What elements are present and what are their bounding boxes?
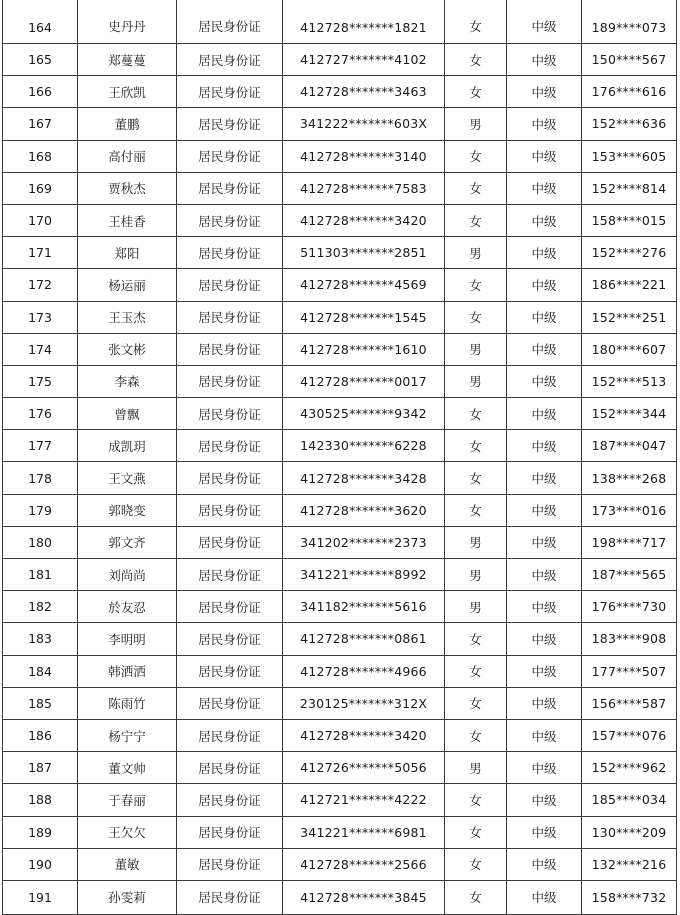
table-row xyxy=(3,784,677,816)
row-number: 182 xyxy=(3,591,78,623)
phone-number: 198****717 xyxy=(582,526,677,558)
document-type: 居民身份证 xyxy=(177,44,283,76)
id-number: 412728*******4966 xyxy=(283,655,445,687)
skill-level: 中级 xyxy=(507,398,582,430)
person-name: 贾秋杰 xyxy=(78,172,177,204)
sex: 男 xyxy=(445,365,507,397)
table-row xyxy=(3,237,677,269)
document-type: 居民身份证 xyxy=(177,591,283,623)
sex: 女 xyxy=(445,880,507,914)
person-name: 於友忍 xyxy=(78,591,177,623)
id-number: 412726*******5056 xyxy=(283,752,445,784)
id-number: 412728*******2566 xyxy=(283,848,445,880)
person-name: 董敏 xyxy=(78,848,177,880)
row-number: 174 xyxy=(3,333,78,365)
id-number: 412728*******1821 xyxy=(283,0,445,44)
skill-level: 中级 xyxy=(507,76,582,108)
phone-number: 187****047 xyxy=(582,430,677,462)
row-number: 168 xyxy=(3,140,78,172)
skill-level: 中级 xyxy=(507,816,582,848)
phone-number: 177****507 xyxy=(582,655,677,687)
table-row xyxy=(3,108,677,140)
document-type: 居民身份证 xyxy=(177,333,283,365)
skill-level: 中级 xyxy=(507,365,582,397)
person-name: 杨运丽 xyxy=(78,269,177,301)
row-number: 191 xyxy=(3,880,78,914)
document-type: 居民身份证 xyxy=(177,398,283,430)
sex: 女 xyxy=(445,398,507,430)
table-row xyxy=(3,365,677,397)
document-type: 居民身份证 xyxy=(177,301,283,333)
id-number: 412728*******3420 xyxy=(283,204,445,236)
document-type: 居民身份证 xyxy=(177,494,283,526)
skill-level: 中级 xyxy=(507,655,582,687)
id-number: 412728*******3463 xyxy=(283,76,445,108)
row-number: 166 xyxy=(3,76,78,108)
sex: 男 xyxy=(445,108,507,140)
phone-number: 173****016 xyxy=(582,494,677,526)
sex: 男 xyxy=(445,526,507,558)
phone-number: 152****513 xyxy=(582,365,677,397)
table-row xyxy=(3,269,677,301)
phone-number: 180****607 xyxy=(582,333,677,365)
skill-level: 中级 xyxy=(507,140,582,172)
person-name: 董鹏 xyxy=(78,108,177,140)
table-row xyxy=(3,559,677,591)
document-type: 居民身份证 xyxy=(177,76,283,108)
id-number: 412728*******0861 xyxy=(283,623,445,655)
phone-number: 185****034 xyxy=(582,784,677,816)
sex: 女 xyxy=(445,204,507,236)
id-number: 412728*******3428 xyxy=(283,462,445,494)
row-number: 189 xyxy=(3,816,78,848)
phone-number: 189****073 xyxy=(582,0,677,44)
phone-number: 158****732 xyxy=(582,880,677,914)
table-row xyxy=(3,623,677,655)
phone-number: 152****251 xyxy=(582,301,677,333)
phone-number: 152****636 xyxy=(582,108,677,140)
table-row xyxy=(3,655,677,687)
row-number: 187 xyxy=(3,752,78,784)
skill-level: 中级 xyxy=(507,752,582,784)
row-number: 176 xyxy=(3,398,78,430)
table-row xyxy=(3,172,677,204)
row-number: 178 xyxy=(3,462,78,494)
document-type: 居民身份证 xyxy=(177,0,283,44)
document-type: 居民身份证 xyxy=(177,172,283,204)
id-number: 412728*******3140 xyxy=(283,140,445,172)
skill-level: 中级 xyxy=(507,494,582,526)
document-type: 居民身份证 xyxy=(177,462,283,494)
document-type: 居民身份证 xyxy=(177,526,283,558)
phone-number: 138****268 xyxy=(582,462,677,494)
table-row xyxy=(3,591,677,623)
sex: 女 xyxy=(445,655,507,687)
roster-body xyxy=(3,0,677,914)
row-number: 190 xyxy=(3,848,78,880)
table-row xyxy=(3,719,677,751)
skill-level: 中级 xyxy=(507,687,582,719)
skill-level: 中级 xyxy=(507,880,582,914)
person-name: 李明明 xyxy=(78,623,177,655)
id-number: 412728*******3620 xyxy=(283,494,445,526)
phone-number: 153****605 xyxy=(582,140,677,172)
document-type: 居民身份证 xyxy=(177,784,283,816)
phone-number: 187****565 xyxy=(582,559,677,591)
table-row xyxy=(3,44,677,76)
sex: 女 xyxy=(445,462,507,494)
table-row xyxy=(3,494,677,526)
document-type: 居民身份证 xyxy=(177,816,283,848)
person-name: 董文帅 xyxy=(78,752,177,784)
person-name: 王欠欠 xyxy=(78,816,177,848)
skill-level: 中级 xyxy=(507,204,582,236)
row-number: 172 xyxy=(3,269,78,301)
person-name: 韩洒洒 xyxy=(78,655,177,687)
phone-number: 183****908 xyxy=(582,623,677,655)
sex: 女 xyxy=(445,719,507,751)
sex: 女 xyxy=(445,301,507,333)
sex: 男 xyxy=(445,752,507,784)
document-type: 居民身份证 xyxy=(177,108,283,140)
id-number: 341202*******2373 xyxy=(283,526,445,558)
phone-number: 152****962 xyxy=(582,752,677,784)
table-row xyxy=(3,880,677,914)
table-row xyxy=(3,687,677,719)
sex: 男 xyxy=(445,591,507,623)
phone-number: 152****276 xyxy=(582,237,677,269)
document-type: 居民身份证 xyxy=(177,719,283,751)
person-name: 成凯玥 xyxy=(78,430,177,462)
person-name: 孙雯莉 xyxy=(78,880,177,914)
table-row xyxy=(3,140,677,172)
sex: 女 xyxy=(445,784,507,816)
table-row xyxy=(3,816,677,848)
sex: 女 xyxy=(445,140,507,172)
id-number: 341221*******8992 xyxy=(283,559,445,591)
sex: 男 xyxy=(445,333,507,365)
row-number: 188 xyxy=(3,784,78,816)
person-name: 曾飘 xyxy=(78,398,177,430)
skill-level: 中级 xyxy=(507,172,582,204)
row-number: 165 xyxy=(3,44,78,76)
document-type: 居民身份证 xyxy=(177,204,283,236)
skill-level: 中级 xyxy=(507,848,582,880)
phone-number: 130****209 xyxy=(582,816,677,848)
row-number: 186 xyxy=(3,719,78,751)
table-row xyxy=(3,0,677,44)
skill-level: 中级 xyxy=(507,559,582,591)
person-name: 史丹丹 xyxy=(78,0,177,44)
document-type: 居民身份证 xyxy=(177,880,283,914)
row-number: 180 xyxy=(3,526,78,558)
id-number: 412728*******7583 xyxy=(283,172,445,204)
skill-level: 中级 xyxy=(507,430,582,462)
row-number: 170 xyxy=(3,204,78,236)
phone-number: 186****221 xyxy=(582,269,677,301)
row-number: 179 xyxy=(3,494,78,526)
skill-level: 中级 xyxy=(507,0,582,44)
row-number: 183 xyxy=(3,623,78,655)
sex: 女 xyxy=(445,172,507,204)
skill-level: 中级 xyxy=(507,333,582,365)
skill-level: 中级 xyxy=(507,526,582,558)
person-name: 王文燕 xyxy=(78,462,177,494)
table-row xyxy=(3,848,677,880)
id-number: 430525*******9342 xyxy=(283,398,445,430)
row-number: 177 xyxy=(3,430,78,462)
sex: 女 xyxy=(445,816,507,848)
person-name: 郑蔓蔓 xyxy=(78,44,177,76)
row-number: 169 xyxy=(3,172,78,204)
person-name: 于春丽 xyxy=(78,784,177,816)
sex: 女 xyxy=(445,848,507,880)
document-type: 居民身份证 xyxy=(177,655,283,687)
skill-level: 中级 xyxy=(507,237,582,269)
id-number: 412728*******3845 xyxy=(283,880,445,914)
document-type: 居民身份证 xyxy=(177,848,283,880)
skill-level: 中级 xyxy=(507,44,582,76)
sex: 女 xyxy=(445,623,507,655)
person-name: 刘尚尚 xyxy=(78,559,177,591)
person-name: 王桂香 xyxy=(78,204,177,236)
phone-number: 132****216 xyxy=(582,848,677,880)
table-row xyxy=(3,462,677,494)
person-name: 王玉杰 xyxy=(78,301,177,333)
person-name: 郭文齐 xyxy=(78,526,177,558)
table-row xyxy=(3,526,677,558)
row-number: 175 xyxy=(3,365,78,397)
skill-level: 中级 xyxy=(507,301,582,333)
document-type: 居民身份证 xyxy=(177,430,283,462)
sex: 女 xyxy=(445,494,507,526)
table-row xyxy=(3,430,677,462)
sex: 女 xyxy=(445,269,507,301)
skill-level: 中级 xyxy=(507,462,582,494)
table-row xyxy=(3,333,677,365)
person-name: 杨宁宁 xyxy=(78,719,177,751)
sex: 女 xyxy=(445,0,507,44)
skill-level: 中级 xyxy=(507,108,582,140)
table-row xyxy=(3,204,677,236)
sex: 男 xyxy=(445,559,507,591)
table-row xyxy=(3,301,677,333)
phone-number: 176****730 xyxy=(582,591,677,623)
id-number: 412728*******1610 xyxy=(283,333,445,365)
roster-table xyxy=(2,0,677,915)
document-type: 居民身份证 xyxy=(177,237,283,269)
id-number: 412727*******4102 xyxy=(283,44,445,76)
skill-level: 中级 xyxy=(507,784,582,816)
person-name: 陈雨竹 xyxy=(78,687,177,719)
id-number: 412721*******4222 xyxy=(283,784,445,816)
row-number: 185 xyxy=(3,687,78,719)
id-number: 341221*******6981 xyxy=(283,816,445,848)
document-type: 居民身份证 xyxy=(177,687,283,719)
document-type: 居民身份证 xyxy=(177,365,283,397)
id-number: 511303*******2851 xyxy=(283,237,445,269)
row-number: 164 xyxy=(3,0,78,44)
person-name: 王欣凯 xyxy=(78,76,177,108)
sex: 男 xyxy=(445,237,507,269)
person-name: 郑阳 xyxy=(78,237,177,269)
id-number: 341182*******5616 xyxy=(283,591,445,623)
table-row xyxy=(3,76,677,108)
id-number: 412728*******1545 xyxy=(283,301,445,333)
document-type: 居民身份证 xyxy=(177,559,283,591)
row-number: 167 xyxy=(3,108,78,140)
row-number: 181 xyxy=(3,559,78,591)
sex: 女 xyxy=(445,430,507,462)
phone-number: 152****814 xyxy=(582,172,677,204)
row-number: 173 xyxy=(3,301,78,333)
id-number: 412728*******4569 xyxy=(283,269,445,301)
row-number: 171 xyxy=(3,237,78,269)
skill-level: 中级 xyxy=(507,269,582,301)
phone-number: 176****616 xyxy=(582,76,677,108)
phone-number: 156****587 xyxy=(582,687,677,719)
id-number: 230125*******312X xyxy=(283,687,445,719)
person-name: 李森 xyxy=(78,365,177,397)
person-name: 高付丽 xyxy=(78,140,177,172)
sex: 女 xyxy=(445,44,507,76)
skill-level: 中级 xyxy=(507,591,582,623)
phone-number: 150****567 xyxy=(582,44,677,76)
document-type: 居民身份证 xyxy=(177,623,283,655)
person-name: 张文彬 xyxy=(78,333,177,365)
document-type: 居民身份证 xyxy=(177,269,283,301)
sex: 女 xyxy=(445,687,507,719)
sex: 女 xyxy=(445,76,507,108)
row-number: 184 xyxy=(3,655,78,687)
document-type: 居民身份证 xyxy=(177,140,283,172)
skill-level: 中级 xyxy=(507,719,582,751)
document-type: 居民身份证 xyxy=(177,752,283,784)
phone-number: 152****344 xyxy=(582,398,677,430)
person-name: 郭晓变 xyxy=(78,494,177,526)
table-row xyxy=(3,398,677,430)
phone-number: 158****015 xyxy=(582,204,677,236)
id-number: 341222*******603X xyxy=(283,108,445,140)
skill-level: 中级 xyxy=(507,623,582,655)
id-number: 142330*******6228 xyxy=(283,430,445,462)
table-row xyxy=(3,752,677,784)
phone-number: 157****076 xyxy=(582,719,677,751)
id-number: 412728*******0017 xyxy=(283,365,445,397)
id-number: 412728*******3420 xyxy=(283,719,445,751)
